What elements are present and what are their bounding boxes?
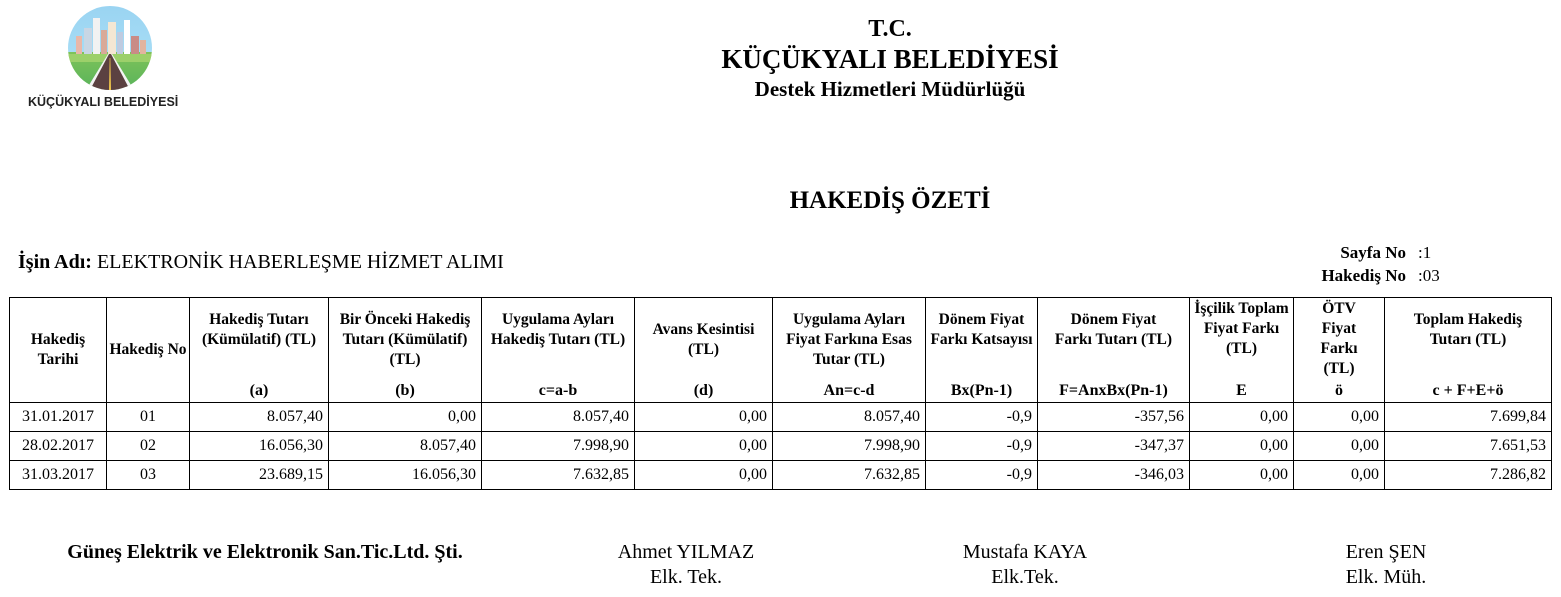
column-header: Uygulama Ayları Hakediş Tutarı (TL) c=a-b	[482, 298, 635, 403]
signature-title: Elk. Müh.	[1345, 566, 1427, 588]
column-header: ÖTV Fiyat Farkı (TL) ö	[1294, 298, 1385, 403]
cell-amount-cumulative: 16.056,30	[190, 432, 329, 461]
page-no-label: Sayfa No	[1340, 243, 1406, 262]
job-name-value: ELEKTRONİK HABERLEŞME HİZMET ALIMI	[91, 251, 504, 273]
signature-block	[1266, 540, 1506, 590]
table-header-row	[10, 298, 1552, 403]
table-row	[10, 461, 1552, 490]
hakedis-no-label: Hakediş No	[1321, 266, 1406, 285]
logo-caption: KÜÇÜKYALI BELEDİYESİ	[28, 95, 179, 109]
document-meta	[1290, 241, 1440, 287]
cell-total: 7.286,82	[1385, 461, 1552, 490]
signature-contractor	[30, 540, 500, 565]
cell-date: 28.02.2017	[10, 432, 107, 461]
cell-labor-price-diff: 0,00	[1190, 432, 1294, 461]
cell-price-diff-base: 7.632,85	[773, 461, 926, 490]
signature-name: Mustafa KAYA	[962, 541, 1088, 563]
cell-otv-price-diff: 0,00	[1294, 432, 1385, 461]
signature-name: Eren ŞEN	[1345, 541, 1427, 563]
signature-name: Güneş Elektrik ve Elektronik San.Tic.Ltd. Şti.	[67, 541, 463, 563]
column-header: Avans Kesintisi (TL) (d)	[635, 298, 773, 403]
signature-title: Elk.Tek.	[991, 566, 1059, 588]
column-header: İşçilik Toplam Fiyat Farkı (TL) E	[1190, 298, 1294, 403]
cell-price-diff-coefficient: -0,9	[926, 403, 1038, 432]
hakedis-no-value: :03	[1418, 266, 1440, 285]
cell-advance-deduction: 0,00	[635, 461, 773, 490]
cell-total: 7.651,53	[1385, 432, 1552, 461]
cell-price-diff-amount: -357,56	[1038, 403, 1190, 432]
cell-price-diff-amount: -346,03	[1038, 461, 1190, 490]
table-row	[10, 432, 1552, 461]
cell-no: 02	[107, 432, 190, 461]
column-header: Dönem Fiyat Farkı Katsayısı Bx(Pn-1)	[926, 298, 1038, 403]
cell-price-diff-base: 7.998,90	[773, 432, 926, 461]
cell-price-diff-coefficient: -0,9	[926, 461, 1038, 490]
cell-period-amount: 7.632,85	[482, 461, 635, 490]
column-header: Hakediş No	[107, 298, 190, 403]
cell-advance-deduction: 0,00	[635, 432, 773, 461]
cell-period-amount: 8.057,40	[482, 403, 635, 432]
page-title: HAKEDİŞ ÖZETİ	[789, 187, 991, 214]
header-tc: T.C.	[868, 16, 912, 42]
city-road-logo-icon	[68, 6, 152, 90]
signature-title: Elk. Tek.	[649, 566, 723, 588]
job-name	[18, 251, 504, 274]
cell-previous-amount: 16.056,30	[329, 461, 482, 490]
cell-previous-amount: 8.057,40	[329, 432, 482, 461]
column-header: Toplam Hakediş Tutarı (TL) c + F+E+ö	[1385, 298, 1552, 403]
column-header: Bir Önceki Hakediş Tutarı (Kümülatif) (TL) (b)	[329, 298, 482, 403]
cell-no: 03	[107, 461, 190, 490]
cell-period-amount: 7.998,90	[482, 432, 635, 461]
cell-previous-amount: 0,00	[329, 403, 482, 432]
table-row	[10, 403, 1552, 432]
municipality-logo	[28, 6, 198, 116]
cell-no: 01	[107, 403, 190, 432]
cell-price-diff-amount: -347,37	[1038, 432, 1190, 461]
signature-block	[905, 540, 1145, 590]
column-header: Dönem Fiyat Farkı Tutarı (TL) F=AnxBx(Pn-1)	[1038, 298, 1190, 403]
hakedis-summary-table	[9, 297, 1552, 490]
cell-total: 7.699,84	[1385, 403, 1552, 432]
column-header: Uygulama Ayları Fiyat Farkına Esas Tutar (TL) An=c-d	[773, 298, 926, 403]
cell-labor-price-diff: 0,00	[1190, 403, 1294, 432]
cell-otv-price-diff: 0,00	[1294, 403, 1385, 432]
cell-date: 31.03.2017	[10, 461, 107, 490]
header-municipality-name: KÜÇÜKYALI BELEDİYESİ	[721, 44, 1059, 74]
cell-amount-cumulative: 23.689,15	[190, 461, 329, 490]
cell-otv-price-diff: 0,00	[1294, 461, 1385, 490]
column-header: Hakediş Tutarı (Kümülatif) (TL) (a)	[190, 298, 329, 403]
page-no-value: :1	[1418, 243, 1432, 262]
job-name-label: İşin Adı:	[18, 251, 92, 273]
header-department: Destek Hizmetleri Müdürlüğü	[754, 77, 1026, 101]
cell-advance-deduction: 0,00	[635, 403, 773, 432]
column-header: Hakediş Tarihi	[10, 298, 107, 403]
signature-block	[566, 540, 806, 590]
cell-price-diff-coefficient: -0,9	[926, 432, 1038, 461]
cell-date: 31.01.2017	[10, 403, 107, 432]
signature-name: Ahmet YILMAZ	[617, 541, 755, 563]
cell-amount-cumulative: 8.057,40	[190, 403, 329, 432]
cell-labor-price-diff: 0,00	[1190, 461, 1294, 490]
cell-price-diff-base: 8.057,40	[773, 403, 926, 432]
